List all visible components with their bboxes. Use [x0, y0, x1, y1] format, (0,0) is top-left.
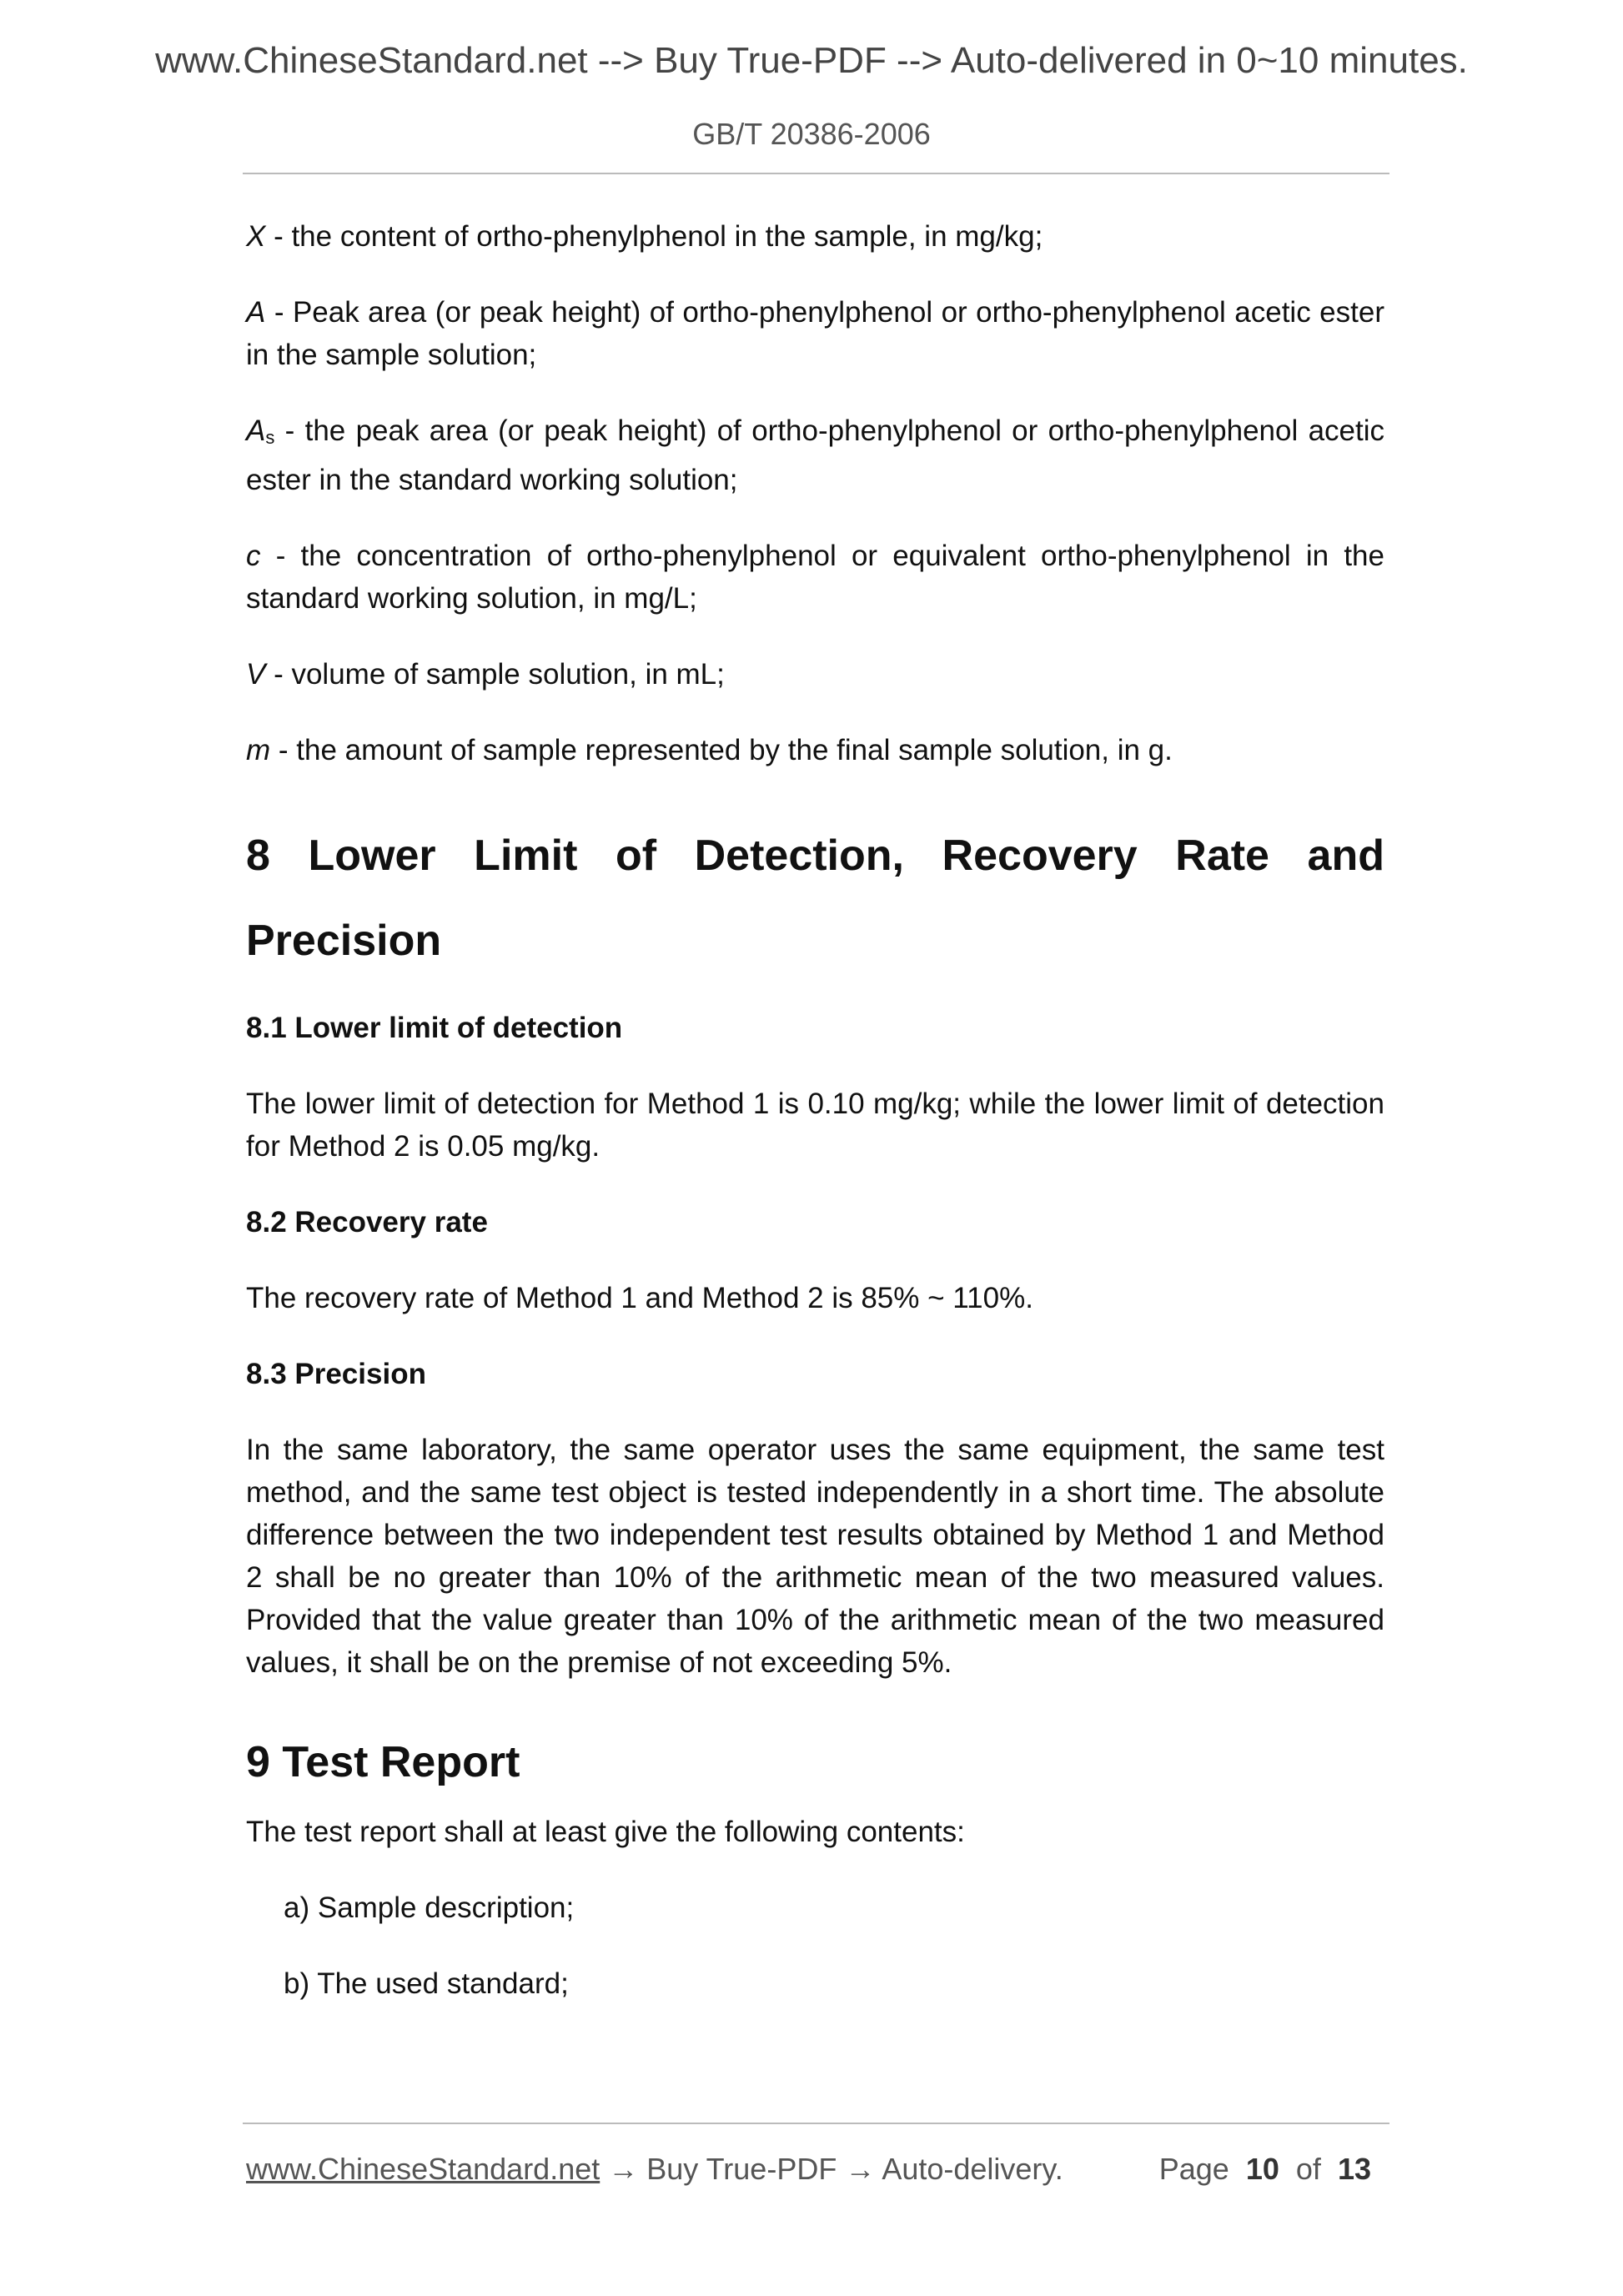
definition-symbol: V [246, 658, 266, 691]
section-8-2-heading: 8.2 Recovery rate [246, 1206, 488, 1238]
total-pages: 13 [1337, 2152, 1371, 2186]
definition-text: - the content of ortho-phenylphenol in the sample, in mg/kg; [265, 220, 1043, 253]
definition-text: - the amount of sample represented by the final sample solution, in g. [270, 734, 1173, 766]
section-8-1-heading: 8.1 Lower limit of detection [246, 1012, 623, 1044]
list-item: b) The used standard; [284, 1967, 569, 2000]
list-item: a) Sample description; [284, 1892, 575, 1924]
definition-text: - volume of sample solution, in mL; [265, 658, 725, 691]
definition-x [246, 215, 1384, 258]
section-9-intro: The test report shall at least give the following contents: [246, 1816, 965, 1848]
definition-text: - the peak area (or peak height) of ortho-phenylphenol or ortho-phenylphenol acetic ester in the standard working solution; [246, 414, 1384, 496]
definition-v [246, 653, 1384, 696]
page-label: Page [1158, 2152, 1229, 2186]
footer-divider [243, 2123, 1389, 2124]
definition-a [246, 291, 1384, 376]
section-8-3-heading: 8.3 Precision [246, 1358, 426, 1390]
definition-subscript: s [265, 427, 275, 448]
definition-symbol: X [246, 220, 266, 253]
footer-site-link[interactable]: www.ChineseStandard.net [246, 2152, 600, 2186]
section-8-1-text: The lower limit of detection for Method 1 is 0.10 mg/kg; while the lower limit of detection for Method 2 is 0.05 mg/kg. [246, 1088, 1384, 1163]
definition-as [246, 409, 1384, 501]
footer-links [246, 2152, 1063, 2187]
definition-symbol: A [246, 296, 266, 329]
page-body [246, 215, 1384, 2038]
page-number [1159, 2152, 1371, 2187]
section-9-heading: 9 Test Report [246, 1738, 520, 1786]
definition-text: - the concentration of ortho-phenylphenol or equivalent ortho-phenylphenol in the standard working solution, in mg/L; [246, 540, 1384, 615]
standard-code: GB/T 20386-2006 [692, 117, 931, 151]
top-banner: www.ChineseStandard.net --> Buy True-PDF --> Auto-delivered in 0~10 minutes. [155, 40, 1468, 81]
section-8-heading: 8 Lower Limit of Detection, Recovery Rate and Precision [246, 831, 1384, 965]
definition-symbol: m [246, 734, 271, 766]
definition-m [246, 729, 1384, 771]
definition-symbol: A [246, 414, 266, 447]
header-divider [243, 173, 1389, 174]
of-label: of [1295, 2152, 1321, 2186]
section-8-3-text: In the same laboratory, the same operator uses the same equipment, the same test method, and the same test object is tested independently in a short time. The absolute difference between the two independent test results obtained by Method 1 and Method 2 shall be no greater than 10% of the arithmetic mean of the two measured values. Provided that the value greater than 10% of the arithmetic mean of the two measured values, it shall be on the premise of not exceeding 5%. [246, 1434, 1384, 1679]
definition-symbol: c [246, 540, 261, 572]
definition-c [246, 535, 1384, 620]
definition-text: - Peak area (or peak height) of ortho-phenylphenol or ortho-phenylphenol acetic ester in the sample solution; [246, 296, 1384, 371]
current-page: 10 [1245, 2152, 1279, 2186]
footer-tagline: → Buy True-PDF → Auto-delivery. [600, 2152, 1063, 2186]
section-8-2-text: The recovery rate of Method 1 and Method 2 is 85% ~ 110%. [246, 1282, 1033, 1314]
